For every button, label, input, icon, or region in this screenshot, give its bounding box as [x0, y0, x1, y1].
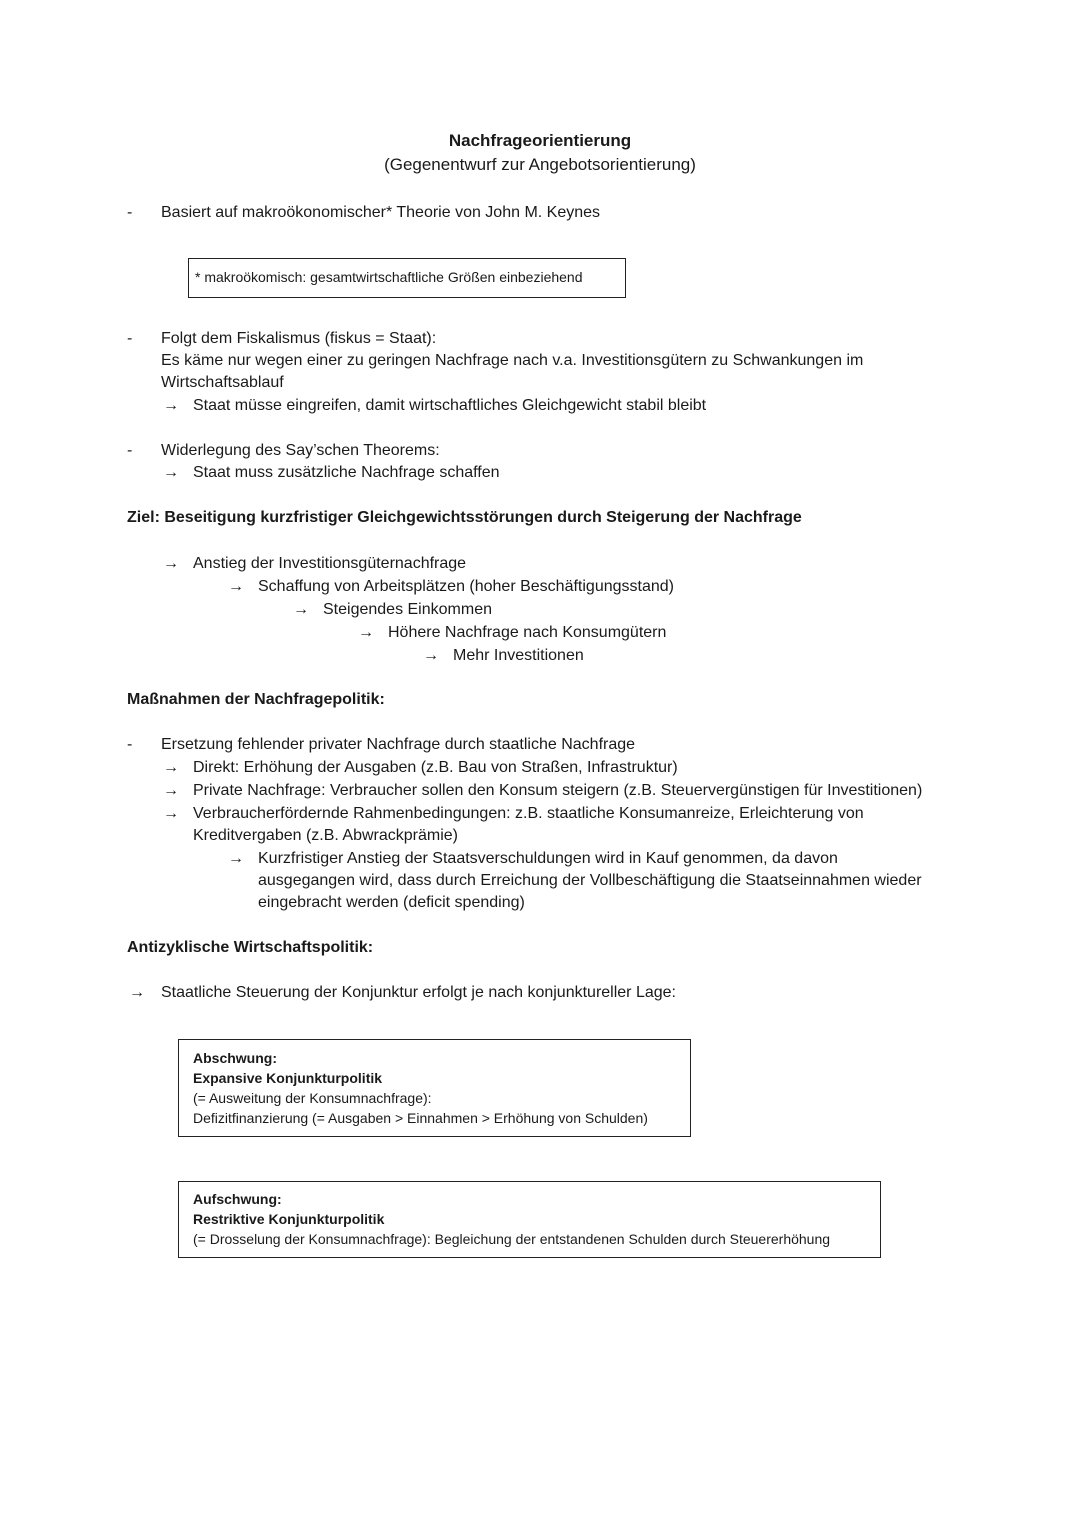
massnahmen-item-3b: Kreditvergaben (z.B. Abwrackprämie) — [193, 827, 458, 844]
say-line-1: Widerlegung des Say’schen Theorems: — [161, 442, 440, 459]
chain-step-5: Mehr Investitionen — [453, 647, 584, 664]
arrow-icon: → — [293, 601, 309, 618]
anti-heading: Antizyklische Wirtschaftspolitik: — [127, 939, 374, 956]
aufschwung-desc: (= Drosselung der Konsumnachfrage): Begleichung der entstandenen Schulden durch Steuererhöhung — [193, 1231, 831, 1247]
abschwung-label: Abschwung: — [193, 1050, 277, 1066]
arrow-icon: → — [163, 555, 179, 572]
footnote-text: * makroökomisch: gesamtwirtschaftliche Größen einbeziehend — [195, 269, 583, 285]
abschwung-desc: (= Ausweitung der Konsumnachfrage): — [193, 1090, 432, 1106]
fiskal-line-3: Wirtschaftsablauf — [161, 374, 284, 391]
arrow-icon: → — [228, 578, 244, 595]
footnote-box — [188, 258, 626, 298]
massnahmen-item-3a: Verbraucherfördernde Rahmenbedingungen: z.B. staatliche Konsumanreize, Erleichterung von — [193, 805, 864, 822]
abschwung-box — [178, 1039, 691, 1137]
arrow-icon: → — [228, 850, 244, 867]
aufschwung-label: Aufschwung: — [193, 1191, 282, 1207]
chain-step-2: Schaffung von Arbeitsplätzen (hoher Beschäftigungsstand) — [258, 578, 674, 595]
bullet-marker: - — [127, 442, 133, 459]
page-title: Nachfrageorientierung — [448, 131, 632, 150]
abschwung-policy: Expansive Konjunkturpolitik — [193, 1070, 383, 1086]
arrow-icon: → — [163, 782, 179, 799]
chain-step-3: Steigendes Einkommen — [323, 601, 492, 618]
chain-step-1: Anstieg der Investitionsgüternachfrage — [193, 555, 467, 572]
deficit-line-1: Kurzfristiger Anstieg der Staatsverschuldungen wird in Kauf genommen, da davon — [258, 850, 838, 867]
massnahmen-item-1: Direkt: Erhöhung der Ausgaben (z.B. Bau von Straßen, Infrastruktur) — [193, 759, 678, 776]
fiskal-arrow-text: Staat müsse eingreifen, damit wirtschaftliches Gleichgewicht stabil bleibt — [193, 397, 707, 414]
bullet-marker: - — [127, 204, 133, 221]
massnahmen-heading: Maßnahmen der Nachfragepolitik: — [127, 691, 385, 708]
intro-line: Basiert auf makroökonomischer* Theorie von John M. Keynes — [161, 204, 601, 221]
fiskal-line-1: Folgt dem Fiskalismus (fiskus = Staat): — [161, 330, 437, 347]
bullet-marker: - — [127, 736, 133, 753]
page-subtitle: (Gegenentwurf zur Angebotsorientierung) — [384, 155, 696, 174]
aufschwung-box — [178, 1181, 881, 1258]
massnahmen-item-2: Private Nachfrage: Verbraucher sollen den Konsum steigern (z.B. Steuervergünstigen für Investitionen) — [193, 782, 923, 799]
deficit-line-3: eingebracht werden (deficit spending) — [258, 894, 525, 911]
aufschwung-policy: Restriktive Konjunkturpolitik — [193, 1211, 385, 1227]
deficit-line-2: ausgegangen wird, dass durch Erreichung der Vollbeschäftigung die Staatseinnahmen wieder — [258, 872, 922, 889]
arrow-icon: → — [129, 984, 145, 1001]
arrow-icon: → — [163, 397, 179, 414]
abschwung-finance: Defizitfinanzierung (= Ausgaben > Einnahmen > Erhöhung von Schulden) — [193, 1110, 648, 1126]
arrow-icon: → — [163, 759, 179, 776]
ziel-heading: Ziel: Beseitigung kurzfristiger Gleichgewichtsstörungen durch Steigerung der Nachfrage — [127, 509, 802, 526]
arrow-icon: → — [163, 464, 179, 481]
say-arrow-text: Staat muss zusätzliche Nachfrage schaffen — [193, 464, 500, 481]
fiskal-line-2: Es käme nur wegen einer zu geringen Nachfrage nach v.a. Investitionsgütern zu Schwankungen im — [161, 352, 864, 369]
arrow-icon: → — [163, 805, 179, 822]
massnahmen-line-1: Ersetzung fehlender privater Nachfrage durch staatliche Nachfrage — [161, 736, 636, 753]
bullet-marker: - — [127, 330, 133, 347]
arrow-icon: → — [423, 647, 439, 664]
anti-line-1: Staatliche Steuerung der Konjunktur erfolgt je nach konjunktureller Lage: — [161, 984, 676, 1001]
chain-step-4: Höhere Nachfrage nach Konsumgütern — [388, 624, 667, 641]
arrow-icon: → — [358, 624, 374, 641]
